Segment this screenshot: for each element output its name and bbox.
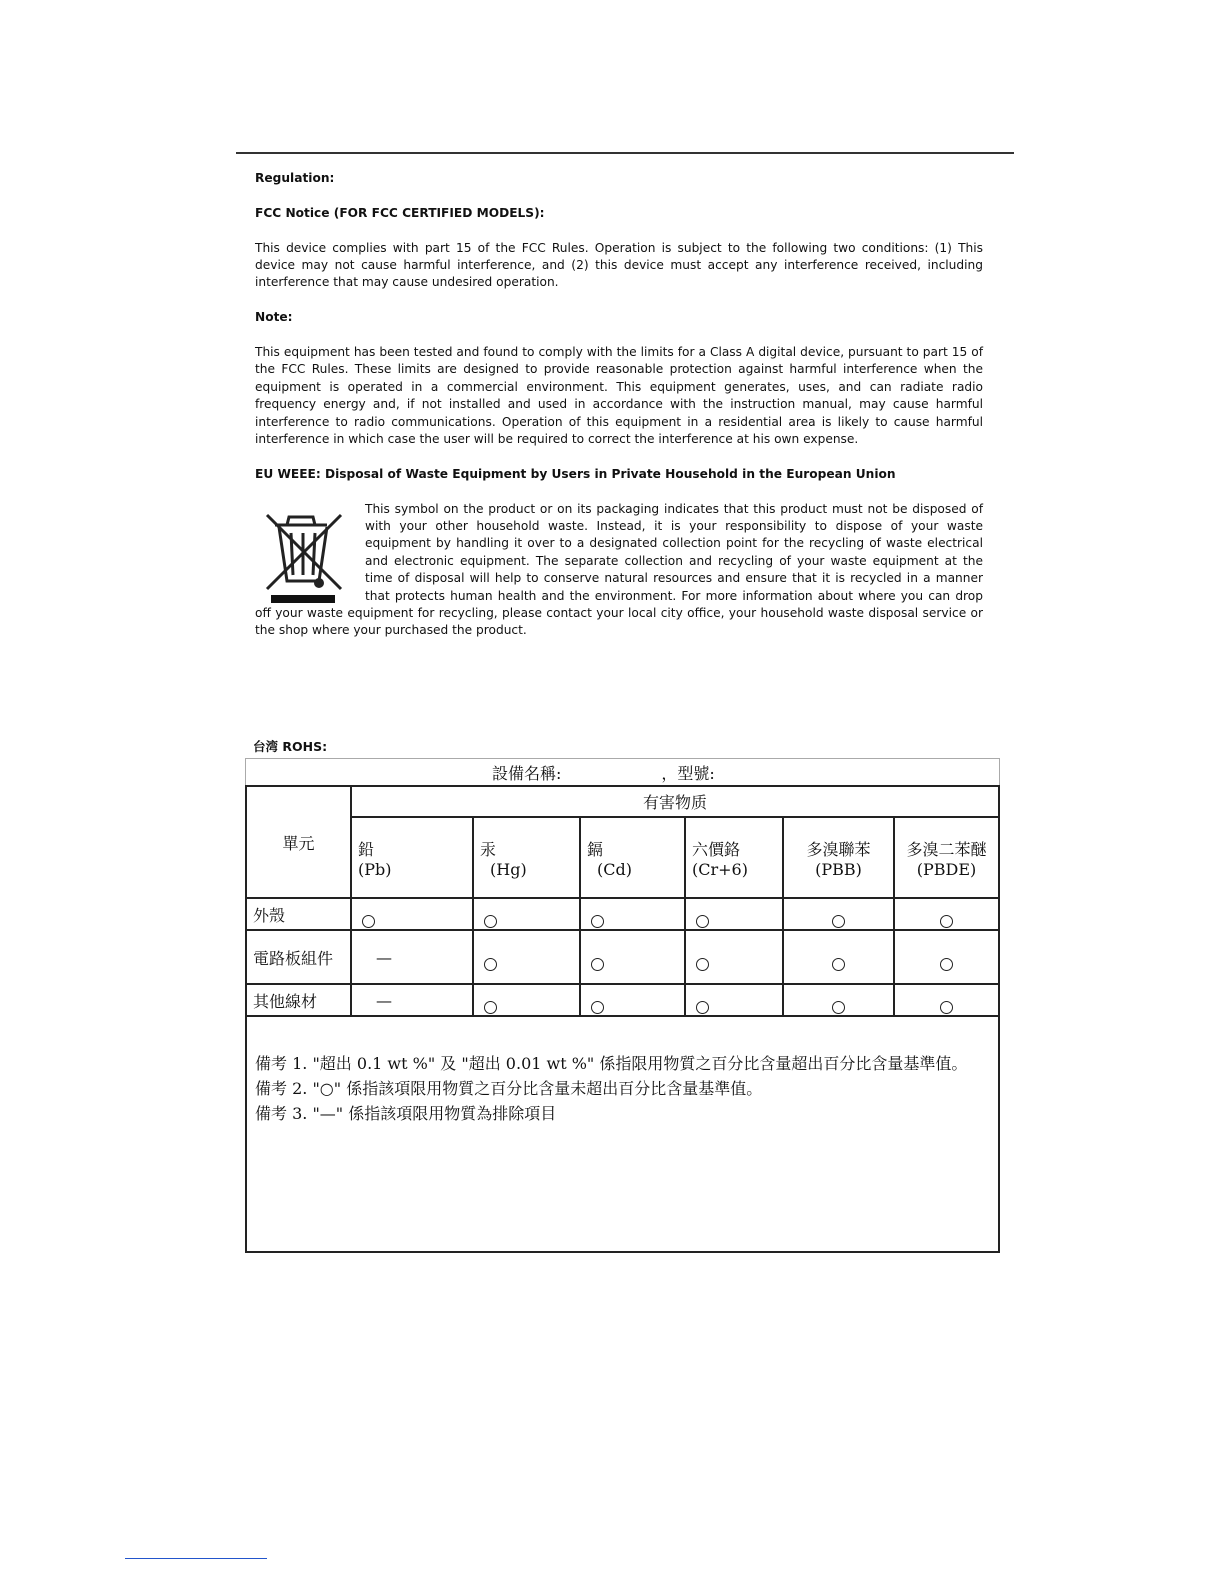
col-symbol: (PBB) (815, 859, 862, 879)
value-cell (783, 930, 894, 984)
value-cell (783, 984, 894, 1016)
col-header-pbb (783, 817, 894, 898)
value-cell (473, 984, 580, 1016)
weee-text: This symbol on the product or on its packaging indicates that this product must not be disposed of with your other household waste. Instead, it is your responsibility to dispose of your waste equipment by handling it over to a designated collection point for the recycling of waste electrical and electronic equipment. The separate collection and recycling of your waste equipment at the time of disposal will help to conserve natural resources and ensure that it is recycled in a manner that protects human health and the environment. For more information about where you can drop off your waste equipment for recycling, please contact your local city office, your household waste disposal service or the shop where your purchased the product. (255, 501, 983, 638)
compliant-circle-mark (696, 1001, 709, 1014)
value-cell (580, 984, 685, 1016)
value-cell (351, 930, 473, 984)
col-header-pbde (894, 817, 999, 898)
col-symbol: (Cd) (597, 859, 632, 879)
device-model-line (245, 758, 1000, 785)
compliant-circle-mark (484, 1001, 497, 1014)
col-header-pb (351, 817, 473, 898)
rohs-table-wrapper (245, 758, 1000, 1253)
compliant-circle-mark (940, 1001, 953, 1014)
table-row (246, 898, 999, 930)
top-rule (236, 152, 1014, 154)
col-symbol: (Pb) (358, 859, 392, 879)
col-name: 汞 (480, 839, 497, 859)
value-cell (685, 898, 783, 930)
col-name: 鉛 (358, 839, 375, 859)
compliant-circle-mark (940, 958, 953, 971)
rohs-title: 台湾 ROHS: (253, 739, 328, 754)
compliant-circle-mark (940, 915, 953, 928)
note-heading: Note: (255, 310, 293, 325)
col-name: 六價鉻 (692, 839, 741, 859)
compliant-circle-mark (696, 915, 709, 928)
exempt-dash-mark: — (376, 947, 392, 967)
compliant-circle-mark (832, 1001, 845, 1014)
weee-block (255, 501, 983, 640)
substances-header: 有害物质 (351, 786, 999, 817)
model-label: ，型號: (661, 763, 715, 783)
compliant-circle-mark (591, 1001, 604, 1014)
col-header-cr6 (685, 817, 783, 898)
fcc-heading: FCC Notice (FOR FCC CERTIFIED MODELS): (255, 205, 545, 220)
compliant-circle-mark (696, 958, 709, 971)
footer-link-line (125, 1558, 267, 1559)
value-cell (351, 898, 473, 930)
value-cell (580, 898, 685, 930)
value-cell (894, 930, 999, 984)
note-3: 備考 3. "—" 係指該項限用物質為排除項目 (255, 1104, 557, 1123)
compliant-circle-mark (591, 915, 604, 928)
table-row (246, 930, 999, 984)
col-name: 多溴聯苯 (806, 839, 871, 859)
value-cell (473, 930, 580, 984)
regulation-heading: Regulation: (255, 171, 335, 185)
col-symbol: (PBDE) (916, 859, 977, 879)
col-header-cd (580, 817, 685, 898)
col-name: 多溴二苯醚 (906, 839, 987, 859)
unit-cell: 外殼 (246, 898, 351, 930)
weee-heading: EU WEEE: Disposal of Waste Equipment by Users in Private Household in the European Union (255, 466, 896, 481)
value-cell (894, 984, 999, 1016)
value-cell (473, 898, 580, 930)
note-1: 備考 1. "超出 0.1 wt %" 及 "超出 0.01 wt %" 係指限用物質之百分比含量超出百分比含量基準值。 (255, 1054, 968, 1073)
col-header-hg (473, 817, 580, 898)
value-cell (685, 984, 783, 1016)
compliant-circle-mark (591, 958, 604, 971)
compliant-circle-mark (484, 958, 497, 971)
rohs-table (245, 785, 1000, 1253)
regulation-section (255, 170, 983, 640)
value-cell (685, 930, 783, 984)
unit-cell: 電路板組件 (246, 930, 351, 984)
unit-header: 單元 (246, 786, 351, 898)
col-symbol: (Hg) (490, 859, 527, 879)
compliant-circle-mark (832, 915, 845, 928)
fcc-text: This device complies with part 15 of the FCC Rules. Operation is subject to the following two conditions: (1) This device may not cause harmful interference, and (2) this device must accept any interference received, including interference that may cause undesired operation. (255, 240, 983, 290)
device-name-label: 設備名稱: (492, 763, 562, 783)
value-cell (351, 984, 473, 1016)
value-cell (783, 898, 894, 930)
table-row (246, 984, 999, 1016)
notes-cell (246, 1016, 999, 1252)
compliant-circle-mark (484, 915, 497, 928)
exempt-dash-mark: — (376, 990, 392, 1010)
compliant-circle-mark (832, 958, 845, 971)
value-cell (580, 930, 685, 984)
compliant-circle-mark (362, 915, 375, 928)
col-symbol: (Cr+6) (692, 859, 748, 879)
crossed-bin-icon (255, 501, 351, 605)
value-cell (894, 898, 999, 930)
col-name: 鎘 (587, 839, 604, 859)
unit-cell: 其他線材 (246, 984, 351, 1016)
note-2: 備考 2. "○" 係指該項限用物質之百分比含量未超出百分比含量基準值。 (255, 1079, 763, 1098)
note-text: This equipment has been tested and found to comply with the limits for a Class A digital device, pursuant to part 15 of the FCC Rules. These limits are designed to provide reasonable protection against harmful interference when the equipment is operated in a commercial environment. This equipment generates, uses, and can radiate radio frequency energy and, if not installed and used in accordance with the instruction manual, may cause harmful interference to radio communications. Operation of this equipment in a residential area is likely to cause harmful interference in which case the user will be required to correct the interference at his own expense. (255, 345, 983, 447)
